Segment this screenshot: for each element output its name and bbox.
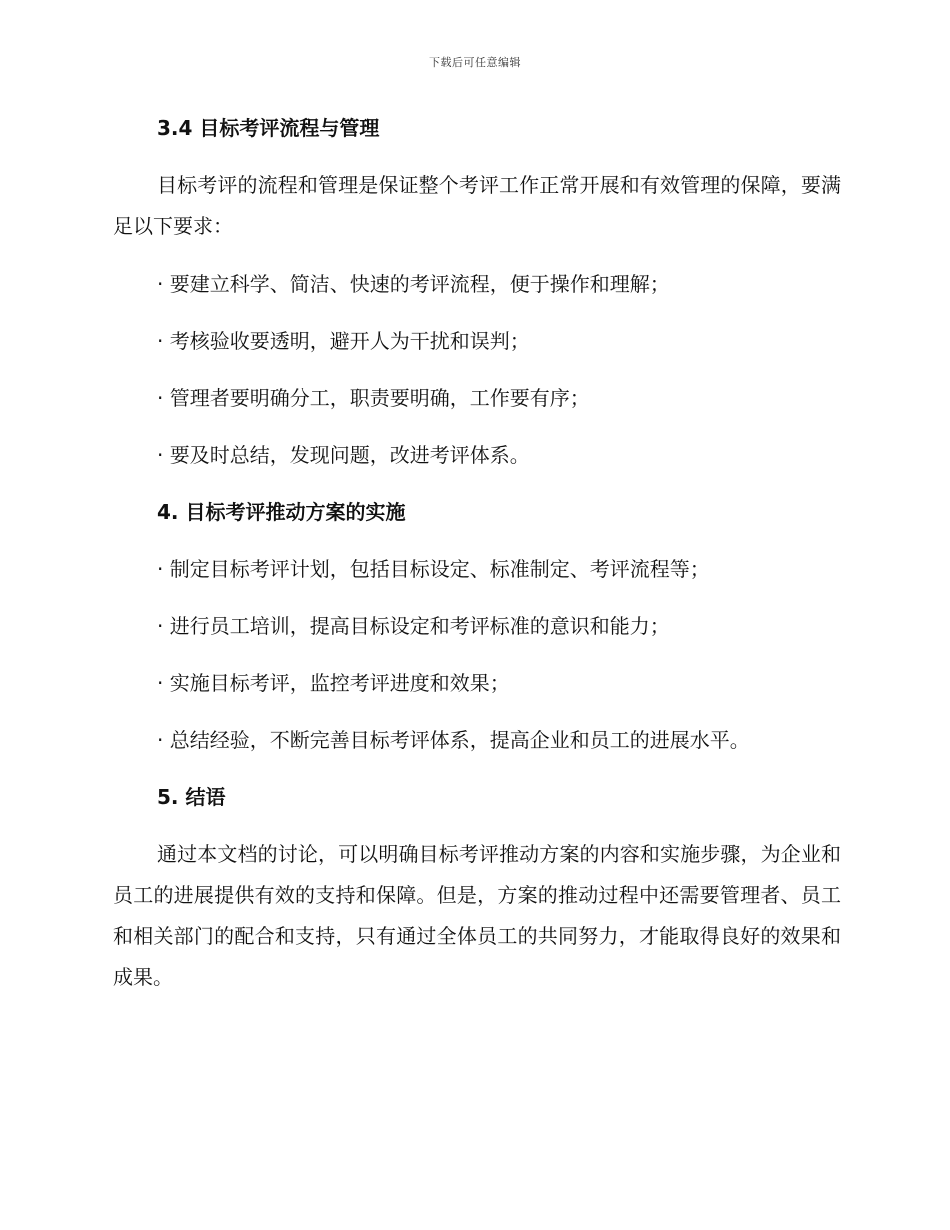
list-item: · 要及时总结，发现问题，改进考评体系。 <box>157 443 530 467</box>
list-item: · 总结经验，不断完善目标考评体系，提高企业和员工的进展水平。 <box>157 728 750 752</box>
section-3-4-intro: 目标考评的流程和管理是保证整个考评工作正常开展和有效管理的保障，要满足以下要求： <box>113 173 841 238</box>
list-item: · 实施目标考评，监控考评进度和效果； <box>157 671 510 695</box>
header-note: 下载后可任意编辑 <box>429 56 521 69</box>
list-item: · 制定目标考评计划，包括目标设定、标准制定、考评流程等； <box>157 557 710 581</box>
document-body <box>113 108 841 998</box>
list-item: · 要建立科学、简洁、快速的考评流程，便于操作和理解； <box>157 272 670 296</box>
list-item: · 考核验收要透明，避开人为干扰和误判； <box>157 329 530 353</box>
list-item: · 管理者要明确分工，职责要明确，工作要有序； <box>157 386 590 410</box>
section-5-body: 通过本文档的讨论，可以明确目标考评推动方案的内容和实施步骤，为企业和员工的进展提供有效的支持和保障。但是，方案的推动过程中还需要管理者、员工和相关部门的配合和支持，只有通过全体员工的共同努力，才能取得良好的效果和成果。 <box>113 842 841 989</box>
section-heading-5: 5. 结语 <box>157 785 226 809</box>
list-item: · 进行员工培训，提高目标设定和考评标准的意识和能力； <box>157 614 670 638</box>
section-heading-3-4: 3.4 目标考评流程与管理 <box>157 116 380 140</box>
section-heading-4: 4. 目标考评推动方案的实施 <box>157 500 406 524</box>
